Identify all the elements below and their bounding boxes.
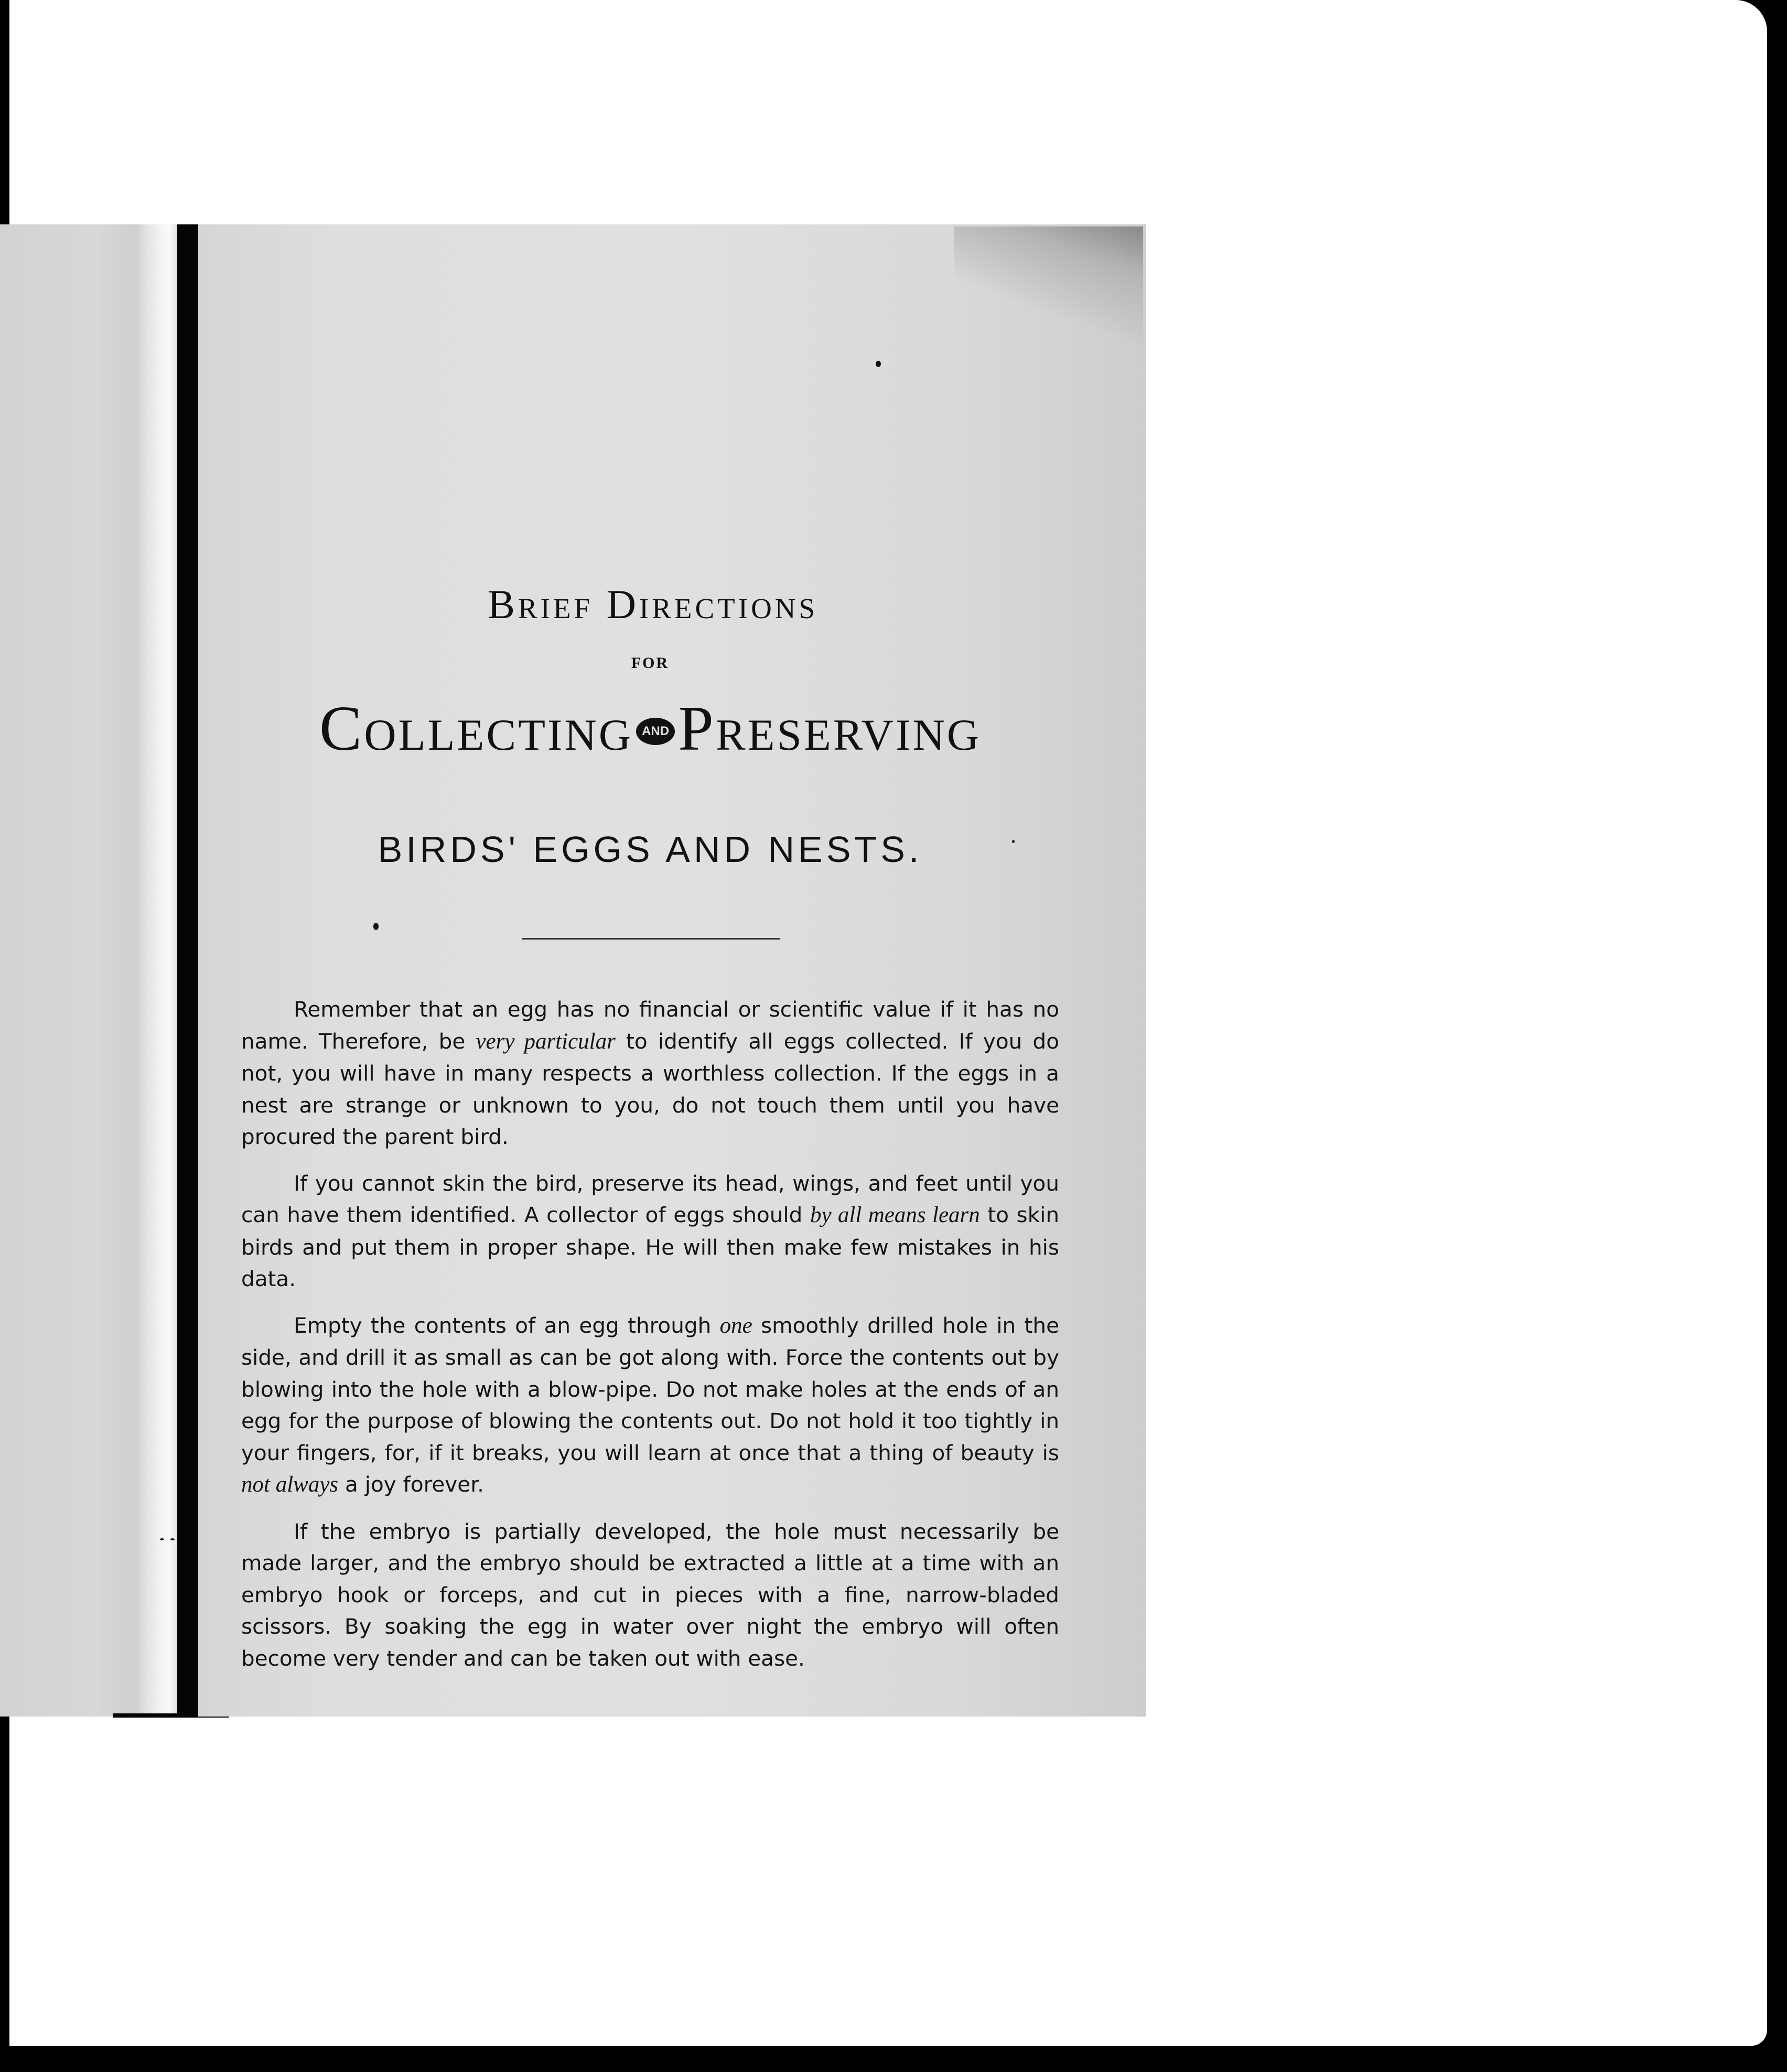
corner-smudge — [954, 226, 1143, 363]
speck — [170, 1538, 175, 1540]
emphasis: by all means learn — [810, 1203, 980, 1227]
emphasis: one — [719, 1313, 752, 1338]
paragraph-text: Remember that an egg has no financial or scientific value if it has no name. Therefore, be — [241, 997, 1059, 1054]
title-brief-directions: Brief Directions — [487, 581, 819, 627]
paragraph-text: to skin birds and put them in proper shape. He will then make few mistakes in his data. — [241, 1202, 1059, 1291]
emphasis: very particular — [476, 1029, 616, 1054]
paragraph-text: If the embryo is partially developed, the hole must necessarily be made larger, and the embryo should be extracted a little at a time with an embryo hook or forceps, and cut in pieces with a fine, narrow-bladed scissors. By soaking the egg in water over night the embryo will often become very tender and can be taken out with ease. — [241, 1518, 1059, 1671]
paragraph-1 — [241, 994, 1059, 1153]
title-birds-eggs-and-nests: BIRDS' EGGS AND NESTS. — [378, 829, 923, 870]
divider-rule — [522, 938, 780, 940]
paragraph-2 — [241, 1168, 1059, 1295]
paragraph-4 — [241, 1516, 1059, 1675]
paragraph-text: a joy forever. — [338, 1472, 485, 1497]
left-page-fragment — [0, 224, 160, 1717]
book-spine — [177, 224, 198, 1717]
and-mark-icon: AND — [636, 718, 675, 745]
paragraph-text: to identify all eggs collected. If you do not, you will have in many respects a worthless collection. If the eggs in a nest are strange or unknown to you, do not touch them until you have procured the parent bird. — [241, 1028, 1059, 1149]
spine-gap — [160, 224, 177, 1717]
paragraph-3 — [241, 1310, 1059, 1501]
body-text — [241, 994, 1059, 1689]
paragraph-text: Empty the contents of an egg through — [294, 1312, 720, 1338]
speck — [876, 361, 881, 367]
paragraph-text: If you cannot skin the bird, preserve its head, wings, and feet until you can have them identified. A collector of eggs should — [241, 1170, 1059, 1227]
title-collecting-and-preserving — [231, 692, 1070, 771]
speck — [1012, 840, 1015, 843]
title-collecting: Collecting — [319, 693, 633, 764]
speck — [373, 923, 379, 930]
speck — [160, 1538, 164, 1540]
title-for: FOR — [631, 654, 670, 672]
emphasis: not always — [241, 1472, 339, 1497]
paragraph-text: smoothly drilled hole in the side, and drill it as small as can be got along with. Force the contents out by blowing into the hole with a blow-pipe. Do not make holes at the ends of an egg for the purpose of blowing the contents out. Do not hold it too tightly in your fingers, for, if it breaks, you will learn at once that a thing of beauty is — [241, 1312, 1060, 1465]
title-preserving: Preserving — [678, 693, 982, 764]
